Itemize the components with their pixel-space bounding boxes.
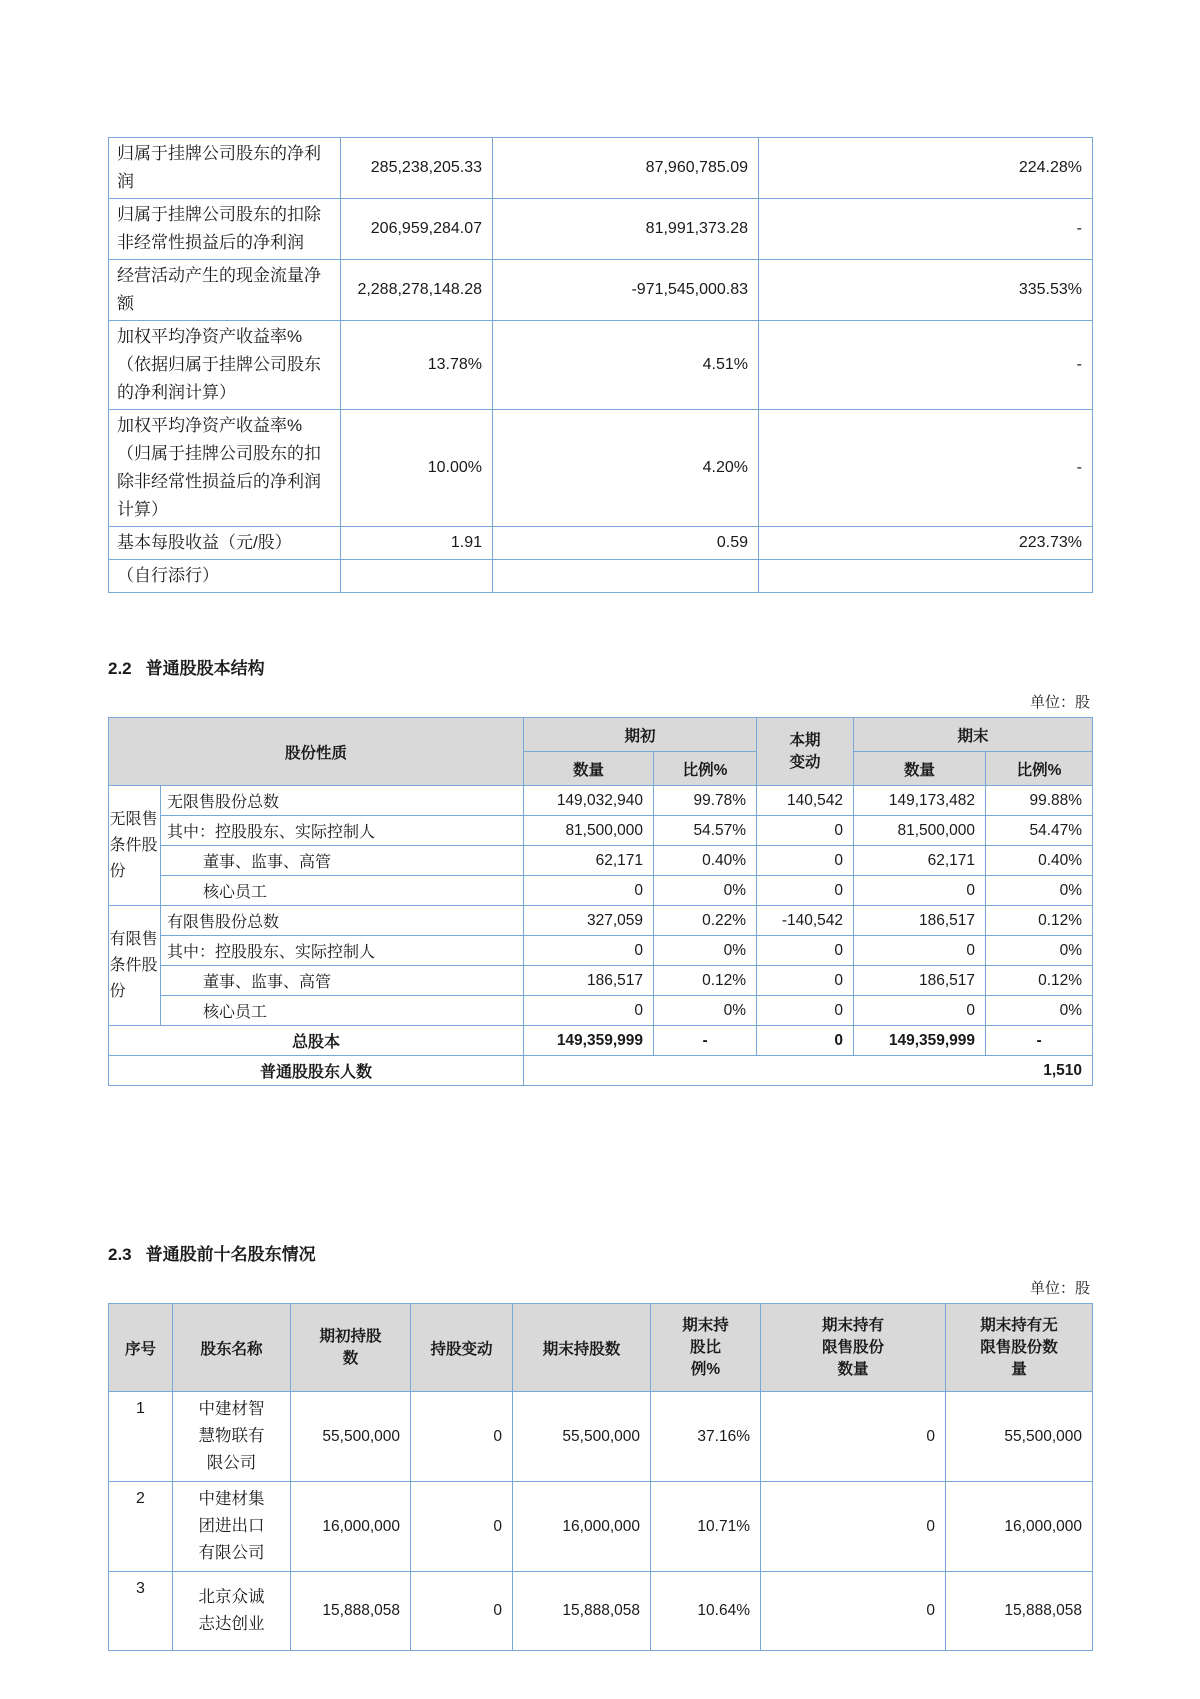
begin-quantity: 327,059	[524, 906, 654, 936]
col-header-share-change: 持股变动	[411, 1304, 513, 1392]
table-row	[109, 1392, 1093, 1482]
section-title: 普通股股本结构	[145, 659, 265, 678]
row-label: 核心员工	[161, 876, 524, 906]
period-change: 0	[757, 966, 854, 996]
section-2-3-heading	[108, 1244, 1092, 1266]
col-header-end-ratio: 期末持股比例%	[651, 1304, 761, 1392]
share-change: 0	[411, 1482, 513, 1572]
end-ratio: -	[986, 1026, 1093, 1056]
row-label: 其中：控股股东、实际控制人	[161, 936, 524, 966]
begin-ratio: 0%	[654, 876, 757, 906]
end-quantity: 0	[854, 996, 986, 1026]
table-row	[109, 321, 1093, 410]
change-value: -	[759, 410, 1093, 527]
change-value: -	[759, 321, 1093, 410]
begin-ratio: 0.40%	[654, 846, 757, 876]
row-label: 董事、监事、高管	[161, 966, 524, 996]
period-change: 140,542	[757, 786, 854, 816]
end-ratio: 54.47%	[986, 816, 1093, 846]
end-ratio: 37.16%	[651, 1392, 761, 1482]
col-header-end-unrestricted: 期末持有无限售股份数量	[946, 1304, 1093, 1392]
begin-ratio: 0.12%	[654, 966, 757, 996]
table-row	[109, 1482, 1093, 1572]
col-header-index: 序号	[109, 1304, 173, 1392]
prior-value: 4.51%	[493, 321, 759, 410]
end-ratio: 99.88%	[986, 786, 1093, 816]
end-shares: 16,000,000	[513, 1482, 651, 1572]
current-value: 2,288,278,148.28	[341, 260, 493, 321]
period-change: 0	[757, 876, 854, 906]
period-change: 0	[757, 816, 854, 846]
current-value: 206,959,284.07	[341, 199, 493, 260]
end-quantity: 81,500,000	[854, 816, 986, 846]
end-ratio: 0%	[986, 936, 1093, 966]
current-value: 1.91	[341, 527, 493, 560]
end-ratio: 0%	[986, 876, 1093, 906]
table-row	[109, 876, 1093, 906]
change-value	[759, 560, 1093, 593]
table-row	[109, 936, 1093, 966]
row-label: 核心员工	[161, 996, 524, 1026]
col-header-begin-ratio: 比例%	[654, 752, 757, 786]
end-ratio: 10.71%	[651, 1482, 761, 1572]
row-label: 有限售股份总数	[161, 906, 524, 936]
col-header-share-nature: 股份性质	[109, 718, 524, 786]
unit-label: 单位：股	[1029, 1280, 1090, 1297]
table-row	[109, 966, 1093, 996]
table-row	[109, 1572, 1093, 1651]
begin-quantity: 0	[524, 876, 654, 906]
end-shares: 15,888,058	[513, 1572, 651, 1651]
holders-count-label: 普通股股东人数	[109, 1056, 524, 1086]
metric-label: 归属于挂牌公司股东的净利润	[109, 138, 341, 199]
begin-shares: 16,000,000	[291, 1482, 411, 1572]
table-row	[109, 816, 1093, 846]
section-number: 2.3	[108, 1245, 132, 1264]
begin-quantity: 186,517	[524, 966, 654, 996]
col-header-end-quantity: 数量	[854, 752, 986, 786]
col-header-shareholder-name: 股东名称	[173, 1304, 291, 1392]
metric-label: 加权平均净资产收益率%（归属于挂牌公司股东的扣除非经常性损益后的净利润计算）	[109, 410, 341, 527]
row-label: 董事、监事、高管	[161, 846, 524, 876]
end-ratio: 0%	[986, 996, 1093, 1026]
begin-ratio: 54.57%	[654, 816, 757, 846]
col-header-begin-shares: 期初持股数	[291, 1304, 411, 1392]
col-header-begin-quantity: 数量	[524, 752, 654, 786]
end-ratio: 0.12%	[986, 906, 1093, 936]
financial-summary-table	[108, 137, 1093, 593]
current-value: 285,238,205.33	[341, 138, 493, 199]
table-row	[109, 786, 1093, 816]
group-label-restricted: 有限售条件股份	[109, 906, 161, 1026]
begin-quantity: 81,500,000	[524, 816, 654, 846]
begin-quantity: 0	[524, 996, 654, 1026]
total-row	[109, 1026, 1093, 1056]
change-value: 335.53%	[759, 260, 1093, 321]
end-quantity: 186,517	[854, 906, 986, 936]
begin-ratio: -	[654, 1026, 757, 1056]
prior-value	[493, 560, 759, 593]
end-ratio: 0.40%	[986, 846, 1093, 876]
table-row	[109, 906, 1093, 936]
end-restricted-shares: 0	[761, 1482, 946, 1572]
period-change: 0	[757, 936, 854, 966]
col-header-end-ratio: 比例%	[986, 752, 1093, 786]
begin-ratio: 0.22%	[654, 906, 757, 936]
holders-count-value: 1,510	[524, 1056, 1093, 1086]
metric-label: 经营活动产生的现金流量净额	[109, 260, 341, 321]
begin-shares: 15,888,058	[291, 1572, 411, 1651]
shareholder-name: 中建材智慧物联有限公司	[173, 1392, 291, 1482]
share-change: 0	[411, 1572, 513, 1651]
col-header-end-shares: 期末持股数	[513, 1304, 651, 1392]
top-shareholders-table	[108, 1303, 1093, 1651]
total-label: 总股本	[109, 1026, 524, 1056]
table-row	[109, 410, 1093, 527]
table-row	[109, 260, 1093, 321]
end-quantity: 149,173,482	[854, 786, 986, 816]
end-ratio: 0.12%	[986, 966, 1093, 996]
col-header-ending: 期末	[854, 718, 1093, 752]
rank-number: 3	[109, 1572, 173, 1651]
table-row	[109, 560, 1093, 593]
shareholder-name: 北京众诚志达创业	[173, 1572, 291, 1651]
table-row	[109, 527, 1093, 560]
capital-structure-table	[108, 717, 1093, 1086]
current-value	[341, 560, 493, 593]
row-label: 无限售股份总数	[161, 786, 524, 816]
end-quantity: 0	[854, 876, 986, 906]
table-row	[109, 138, 1093, 199]
begin-shares: 55,500,000	[291, 1392, 411, 1482]
metric-label: （自行添行）	[109, 560, 341, 593]
end-unrestricted-shares: 16,000,000	[946, 1482, 1093, 1572]
row-label: 其中：控股股东、实际控制人	[161, 816, 524, 846]
metric-label: 加权平均净资产收益率%（依据归属于挂牌公司股东的净利润计算）	[109, 321, 341, 410]
section-2-2-heading	[108, 658, 1092, 680]
end-unrestricted-shares: 55,500,000	[946, 1392, 1093, 1482]
end-restricted-shares: 0	[761, 1572, 946, 1651]
end-quantity: 149,359,999	[854, 1026, 986, 1056]
begin-ratio: 0%	[654, 996, 757, 1026]
col-header-end-restricted: 期末持有限售股份数量	[761, 1304, 946, 1392]
end-unrestricted-shares: 15,888,058	[946, 1572, 1093, 1651]
change-value: 224.28%	[759, 138, 1093, 199]
table-row	[109, 996, 1093, 1026]
change-value: -	[759, 199, 1093, 260]
prior-value: -971,545,000.83	[493, 260, 759, 321]
section-number: 2.2	[108, 659, 132, 678]
begin-quantity: 149,032,940	[524, 786, 654, 816]
holders-count-row	[109, 1056, 1093, 1086]
rank-number: 2	[109, 1482, 173, 1572]
table-header-row	[109, 718, 1093, 752]
col-header-beginning: 期初	[524, 718, 757, 752]
period-change: 0	[757, 996, 854, 1026]
table-row	[109, 199, 1093, 260]
prior-value: 81,991,373.28	[493, 199, 759, 260]
end-restricted-shares: 0	[761, 1392, 946, 1482]
end-ratio: 10.64%	[651, 1572, 761, 1651]
begin-quantity: 149,359,999	[524, 1026, 654, 1056]
shareholder-name: 中建材集团进出口有限公司	[173, 1482, 291, 1572]
unit-label: 单位：股	[1029, 694, 1090, 711]
period-change: 0	[757, 846, 854, 876]
end-quantity: 186,517	[854, 966, 986, 996]
share-change: 0	[411, 1392, 513, 1482]
begin-ratio: 0%	[654, 936, 757, 966]
begin-quantity: 62,171	[524, 846, 654, 876]
col-header-current-change: 本期变动	[757, 718, 854, 786]
prior-value: 4.20%	[493, 410, 759, 527]
section-title: 普通股前十名股东情况	[145, 1245, 316, 1264]
begin-quantity: 0	[524, 936, 654, 966]
metric-label: 归属于挂牌公司股东的扣除非经常性损益后的净利润	[109, 199, 341, 260]
period-change: -140,542	[757, 906, 854, 936]
prior-value: 87,960,785.09	[493, 138, 759, 199]
end-shares: 55,500,000	[513, 1392, 651, 1482]
table-header-row	[109, 1304, 1093, 1392]
table-row	[109, 846, 1093, 876]
end-quantity: 0	[854, 936, 986, 966]
prior-value: 0.59	[493, 527, 759, 560]
group-label-unrestricted: 无限售条件股份	[109, 786, 161, 906]
rank-number: 1	[109, 1392, 173, 1482]
current-value: 13.78%	[341, 321, 493, 410]
end-quantity: 62,171	[854, 846, 986, 876]
change-value: 223.73%	[759, 527, 1093, 560]
period-change: 0	[757, 1026, 854, 1056]
current-value: 10.00%	[341, 410, 493, 527]
metric-label: 基本每股收益（元/股）	[109, 527, 341, 560]
begin-ratio: 99.78%	[654, 786, 757, 816]
